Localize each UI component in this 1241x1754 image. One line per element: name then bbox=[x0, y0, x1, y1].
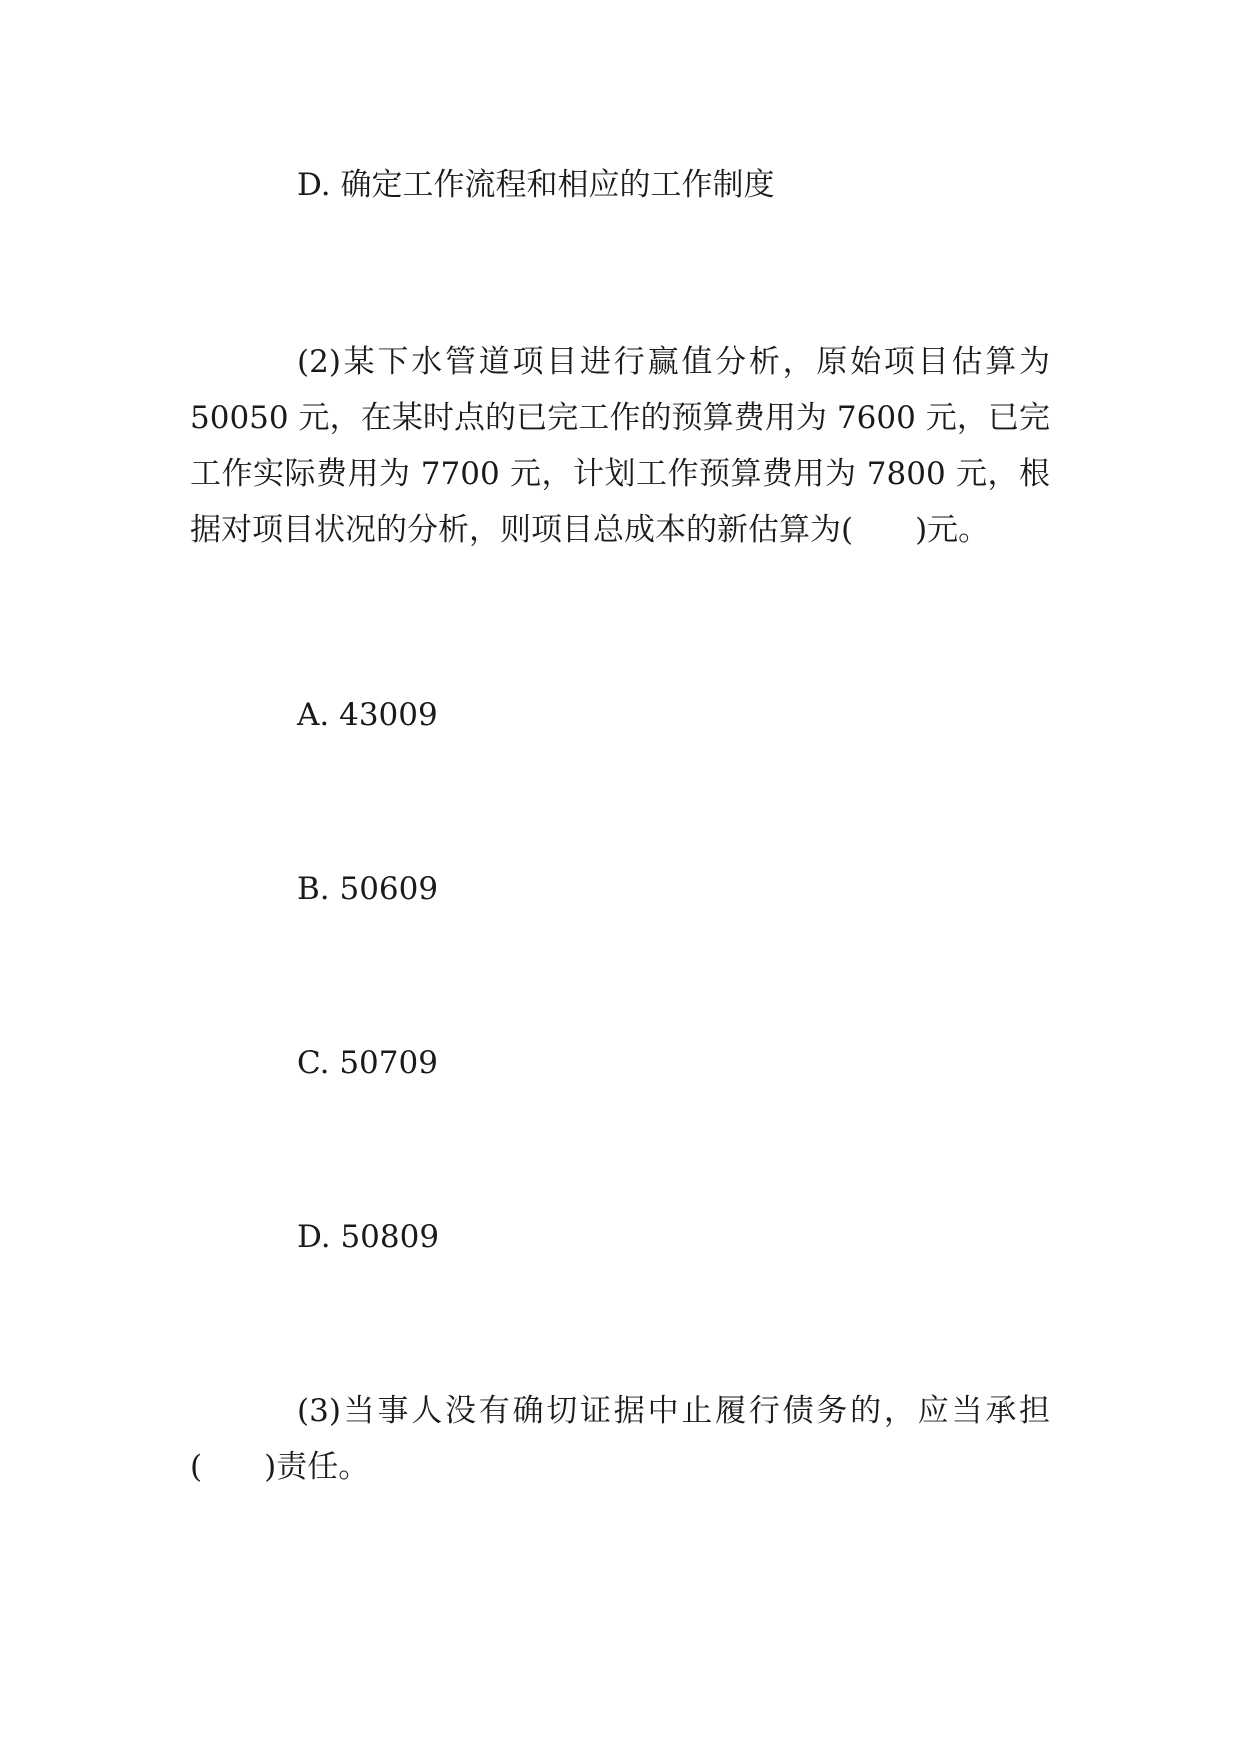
q2-option-d: D. 50809 bbox=[297, 1219, 440, 1255]
q2-option-b: B. 50609 bbox=[297, 871, 439, 907]
q2-stem-line-2: 50050 元，在某时点的已完工作的预算费用为 7600 元，已完 bbox=[190, 400, 1050, 436]
q1-option-d: D. 确定工作流程和相应的工作制度 bbox=[297, 167, 775, 203]
q3-stem-line-2: ( )责任。 bbox=[190, 1449, 370, 1485]
q2-stem-line-1: (2)某下水管道项目进行赢值分析，原始项目估算为 bbox=[297, 344, 1050, 380]
q2-stem-line-4: 据对项目状况的分析，则项目总成本的新估算为( )元。 bbox=[190, 512, 990, 548]
q2-option-c: C. 50709 bbox=[297, 1045, 438, 1081]
q3-stem-line-1: (3)当事人没有确切证据中止履行债务的，应当承担 bbox=[297, 1393, 1050, 1429]
q2-option-a: A. 43009 bbox=[297, 697, 438, 733]
q2-stem-line-3: 工作实际费用为 7700 元，计划工作预算费用为 7800 元，根 bbox=[190, 456, 1050, 492]
